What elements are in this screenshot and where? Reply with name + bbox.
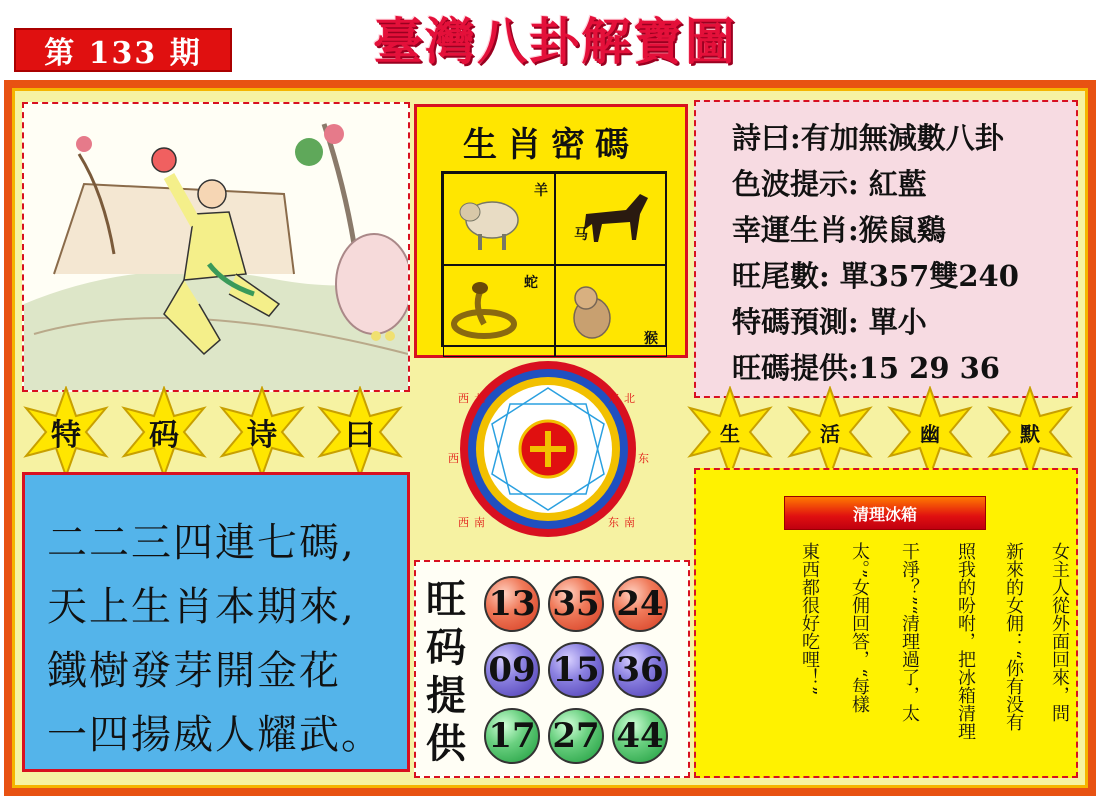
number-ball: 09 — [484, 642, 540, 698]
zodiac-grid — [441, 171, 667, 347]
star-text: 幽 — [920, 421, 940, 446]
humor-column: 女主人從外面回來，問 — [1049, 542, 1070, 722]
poem-box — [22, 472, 410, 772]
compass-label: 西 — [458, 516, 469, 529]
star-text: 特 — [51, 418, 81, 453]
star-text: 码 — [149, 418, 179, 453]
poem-heading-stars — [20, 386, 406, 478]
humor-column: 干淨？”“清理過了，太 — [899, 542, 920, 723]
star-badge — [118, 386, 210, 478]
humor-box — [694, 468, 1078, 778]
poem-line: 一四揚威人耀武。 — [47, 712, 383, 758]
star-badge — [784, 386, 876, 478]
zodiac-cell-snake — [443, 265, 555, 357]
humor-column: 太。”女佣回答，“每樣 — [849, 542, 870, 714]
star-badge — [884, 386, 976, 478]
poem-line: 二二三四連七碼, — [47, 520, 356, 566]
number-ball: 13 — [484, 576, 540, 632]
poem-line: 天上生肖本期來, — [47, 584, 356, 630]
number-ball: 15 — [548, 642, 604, 698]
hot-numbers-box — [414, 560, 690, 778]
zodiac-cell-sheep — [443, 173, 555, 265]
tips-line-hot-numbers: 旺碼提供:15 29 36 — [732, 351, 1000, 385]
zodiac-label-monkey: 猴 — [644, 331, 658, 347]
compass-label: 东 — [608, 516, 619, 529]
star-text: 生 — [720, 421, 740, 446]
page-title: 臺灣八卦解寶圖 — [373, 12, 737, 71]
star-badge — [20, 386, 112, 478]
number-ball: 35 — [548, 576, 604, 632]
compass-label: 西 — [458, 392, 469, 405]
compass-label: 南 — [624, 516, 635, 529]
compass-label: 北 — [624, 392, 635, 405]
tips-line-color-wave: 色波提示: 紅藍 — [732, 167, 927, 201]
compass-label: 北 — [474, 392, 485, 405]
illustration-panel — [22, 102, 410, 392]
number-ball: 36 — [612, 642, 668, 698]
star-badge — [984, 386, 1076, 478]
star-badge — [216, 386, 308, 478]
star-text: 曰 — [345, 418, 375, 453]
humor-column: 東西都很好吃哩！” — [799, 542, 820, 696]
number-ball: 44 — [612, 708, 668, 764]
tips-line-lucky-zodiac: 幸運生肖:猴鼠鷄 — [732, 213, 946, 247]
horse-icon — [556, 174, 666, 260]
zodiac-label-snake: 蛇 — [524, 275, 538, 291]
zodiac-label-sheep: 羊 — [534, 183, 548, 199]
tips-line-special-prediction: 特碼預測: 單小 — [732, 305, 927, 339]
tips-box — [694, 100, 1078, 398]
zodiac-cell-horse — [555, 173, 667, 265]
zodiac-code-box — [414, 104, 688, 358]
number-ball: 17 — [484, 708, 540, 764]
boy-with-ball-illustration — [24, 104, 408, 390]
compass-label: 南 — [474, 516, 485, 529]
star-badge — [314, 386, 406, 478]
star-text: 诗 — [247, 418, 277, 453]
hot-numbers-label: 旺码提供 — [426, 576, 466, 767]
issue-badge: 第 133 期 — [14, 28, 232, 72]
zodiac-label-horse: 马 — [574, 227, 588, 243]
star-badge — [684, 386, 776, 478]
humor-column: 照我的吩咐，把冰箱清理 — [955, 542, 976, 740]
number-ball: 24 — [612, 576, 668, 632]
tips-line-tail-numbers: 旺尾數: 單357雙240 — [732, 259, 1019, 293]
bagua-compass — [438, 354, 658, 544]
star-text: 活 — [820, 421, 840, 446]
star-text: 默 — [1020, 421, 1040, 446]
compass-label: 西 — [448, 452, 459, 465]
zodiac-cell-monkey — [555, 265, 667, 357]
poem-line: 鐵樹發芽開金花 — [47, 648, 341, 694]
humor-column: 新來的女佣：“你有没有 — [1003, 542, 1024, 732]
humor-title: 清理冰箱 — [784, 496, 986, 530]
compass-label: 东 — [608, 392, 619, 405]
number-ball: 27 — [548, 708, 604, 764]
zodiac-code-title: 生肖密碼 — [463, 125, 639, 165]
tips-line-poem: 詩曰:有加無減數八卦 — [732, 121, 1004, 155]
humor-heading-stars — [684, 386, 1076, 478]
compass-label: 东 — [638, 452, 649, 465]
